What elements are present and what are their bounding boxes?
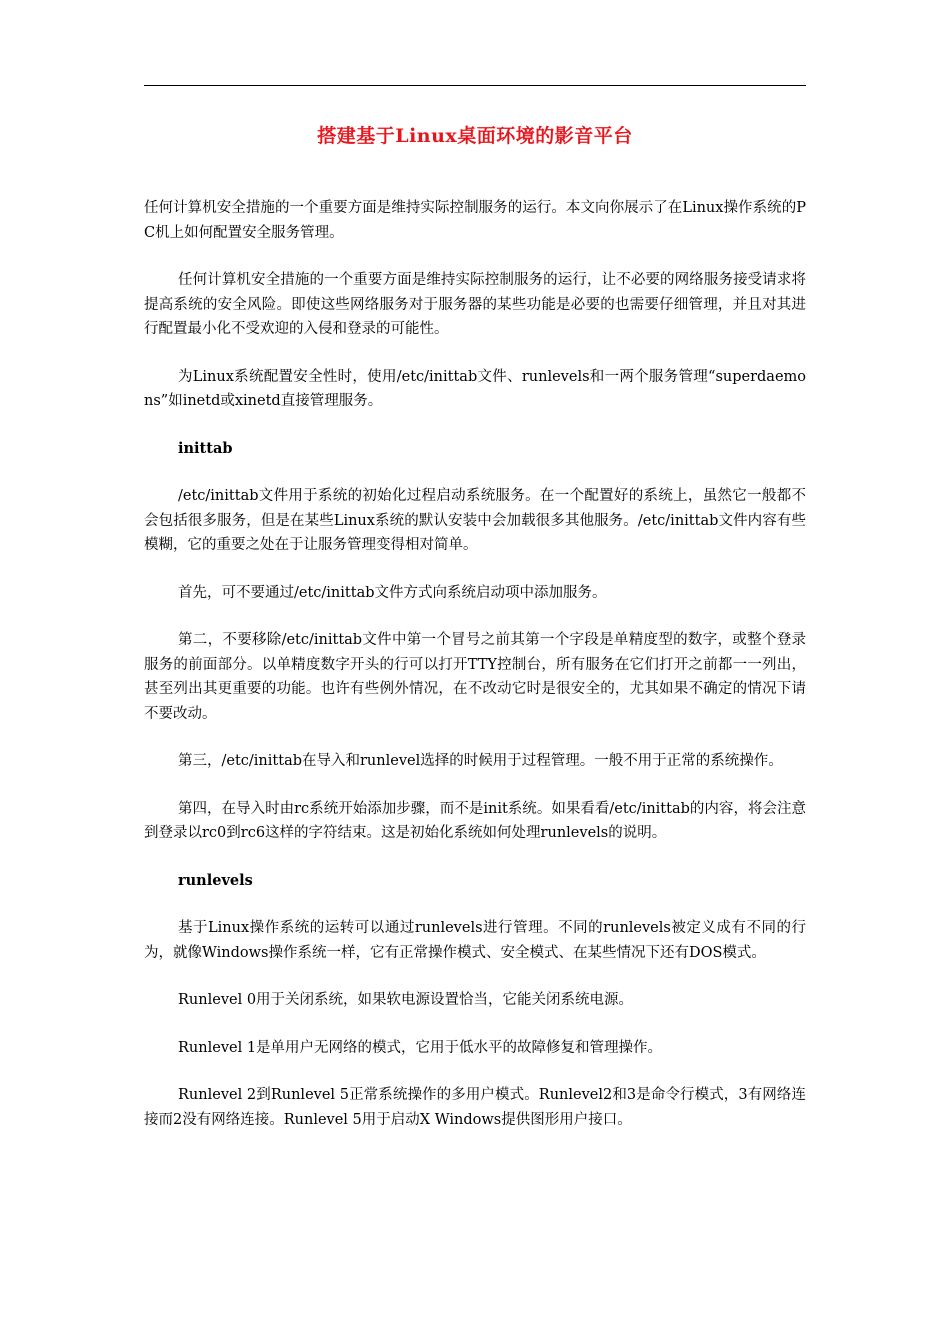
document-title: 搭建基于Linux桌面环境的影音平台 — [317, 125, 633, 147]
paragraph-inittab-description: /etc/inittab文件用于系统的初始化过程启动系统服务。在一个配置好的系统上，虽然它一般都不会包括很多服务，但是在某些Linux系统的默认安装中会加载很多其他服务。/etc/inittab文件内容有些模糊，它的重要之处在于让服务管理变得相对简单。 — [144, 488, 806, 553]
paragraph-runlevel-1: Runlevel 1是单用户无网络的模式，它用于低水平的故障修复和管理操作。 — [178, 1039, 663, 1056]
document-body — [144, 196, 806, 1155]
section-heading-runlevels: runlevels — [178, 871, 253, 889]
top-divider — [144, 85, 806, 86]
section-heading-inittab: inittab — [178, 439, 233, 457]
paragraph-runlevel-0: Runlevel 0用于关闭系统，如果软电源设置恰当，它能关闭系统电源。 — [178, 992, 634, 1008]
paragraph-fourth-rule: 第四，在导入时由rc系统开始添加步骤，而不是init系统。如果看看/etc/inittab的内容，将会注意到登录以rc0到rc6这样的字符结束。这是初始化系统如何处理runlevels的说明。 — [144, 800, 806, 841]
paragraph-third-rule: 第三，/etc/inittab在导入和runlevel选择的时候用于过程管理。一般不用于正常的系统操作。 — [178, 753, 783, 769]
paragraph-runlevels-intro: 基于Linux操作系统的运转可以通过runlevels进行管理。不同的runlevels被定义成有不同的行为，就像Windows操作系统一样，它有正常操作模式、安全模式、在某些情况下还有DOS模式。 — [144, 920, 806, 961]
paragraph-security-importance: 任何计算机安全措施的一个重要方面是维持实际控制服务的运行，让不必要的网络服务接受请求将提高系统的安全风险。即使这些网络服务对于服务器的某些功能是必要的也需要仔细管理，并且对其进行配置最小化不受欢迎的入侵和登录的可能性。 — [144, 272, 806, 337]
paragraph-intro: 任何计算机安全措施的一个重要方面是维持实际控制服务的运行。本文向你展示了在Linux操作系统的PC机上如何配置安全服务管理。 — [144, 200, 806, 241]
paragraph-first-rule: 首先，可不要通过/etc/inittab文件方式向系统启动项中添加服务。 — [178, 584, 607, 601]
paragraph-linux-config: 为Linux系统配置安全性时，使用/etc/inittab文件、runlevels和一两个服务管理“superdaemons”如inetd或xinetd直接管理服务。 — [144, 368, 806, 409]
paragraph-runlevel-2-5: Runlevel 2到Runlevel 5正常系统操作的多用户模式。Runlevel2和3是命令行模式，3有网络连接而2没有网络连接。Runlevel 5用于启动X Windows提供图形用户接口。 — [144, 1087, 806, 1128]
paragraph-second-rule: 第二，不要移除/etc/inittab文件中第一个冒号之前其第一个字段是单精度型的数字，或整个登录服务的前面部分。以单精度数字开头的行可以打开TTY控制台，所有服务在它们打开之前都一一列出，甚至列出其更重要的功能。也许有些例外情况，在不改动它时是很安全的，尤其如果不确定的情况下请不要改动。 — [144, 632, 806, 722]
